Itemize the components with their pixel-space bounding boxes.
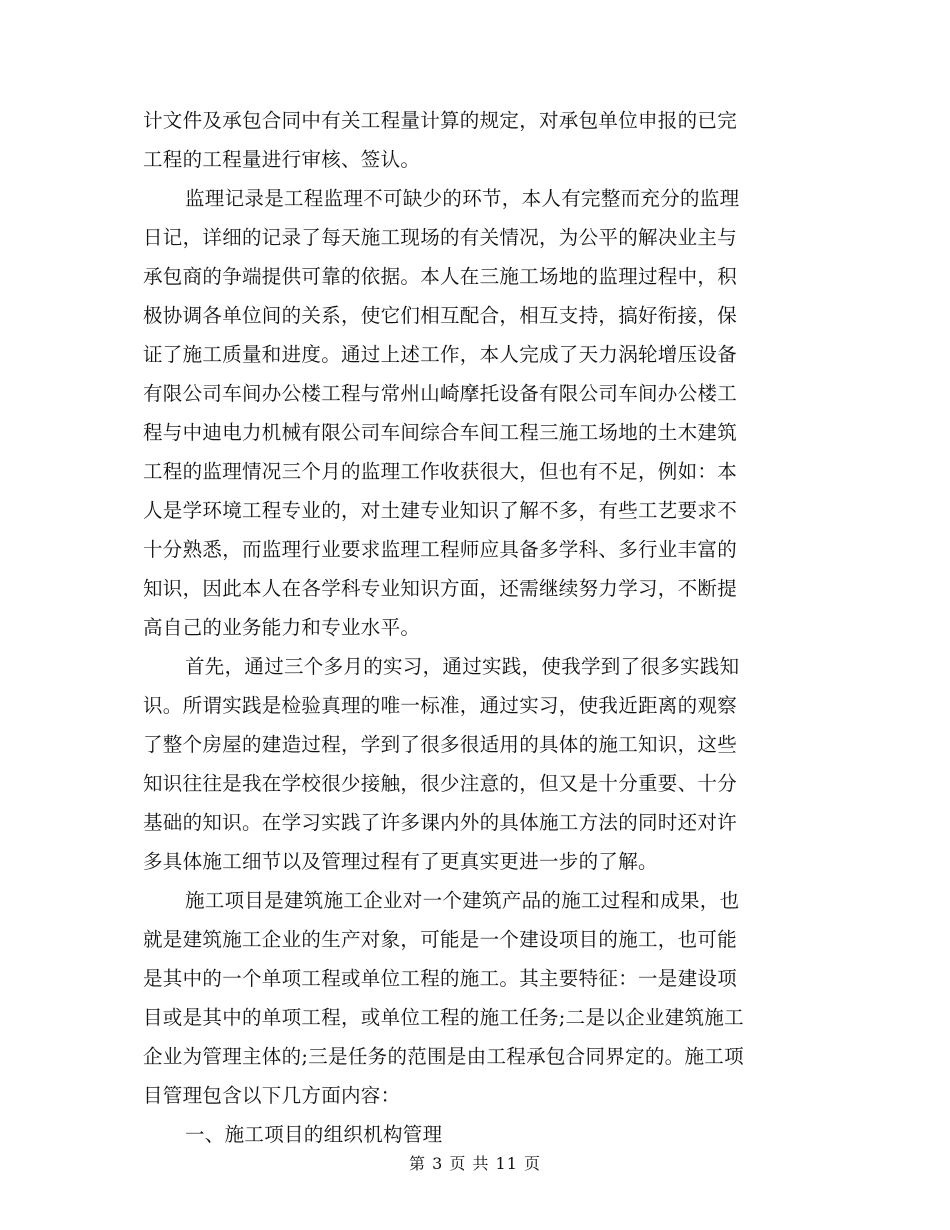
text-line: 证了施工质量和进度。通过上述工作，本人完成了天力涡轮增压设备	[143, 343, 738, 366]
text-line: 基础的知识。在学习实践了许多课内外的具体施工方法的同时还对许	[143, 811, 738, 834]
text-line: 计文件及承包合同中有关工程量计算的规定，对承包单位申报的已完	[143, 109, 738, 132]
text-line: 就是建筑施工企业的生产对象，可能是一个建设项目的施工，也可能	[143, 928, 738, 951]
text-line: 人是学环境工程专业的，对土建专业知识了解不多，有些工艺要求不	[143, 499, 738, 522]
text-line: 识。所谓实践是检验真理的唯一标准，通过实习，使我近距离的观察	[143, 694, 738, 717]
text-line: 一、施工项目的组织机构管理	[185, 1123, 443, 1146]
text-line: 高自己的业务能力和专业水平。	[143, 616, 421, 639]
text-line: 工程的工程量进行审核、签认。	[143, 148, 421, 171]
text-line: 日记，详细的记录了每天施工现场的有关情况，为公平的解决业主与	[143, 226, 738, 249]
text-line: 极协调各单位间的关系，使它们相互配合，相互支持，搞好衔接，保	[143, 304, 738, 327]
text-line: 知识往往是我在学校很少接触，很少注意的，但又是十分重要、十分	[143, 772, 738, 795]
text-line: 企业为管理主体的;三是任务的范围是由工程承包合同界定的。施工项	[143, 1045, 744, 1068]
text-line: 监理记录是工程监理不可缺少的环节，本人有完整而充分的监理	[185, 187, 740, 210]
text-line: 目管理包含以下几方面内容：	[143, 1084, 401, 1107]
text-line: 十分熟悉，而监理行业要求监理工程师应具备多学科、多行业丰富的	[143, 538, 738, 561]
text-line: 知识，因此本人在各学科专业知识方面，还需继续努力学习，不断提	[143, 577, 738, 600]
text-line: 程与中迪电力机械有限公司车间综合车间工程三施工场地的土木建筑	[143, 421, 738, 444]
text-line: 多具体施工细节以及管理过程有了更真实更进一步的了解。	[143, 850, 658, 873]
document-body	[143, 101, 803, 1154]
text-line: 承包商的争端提供可靠的依据。本人在三施工场地的监理过程中，积	[143, 265, 738, 288]
text-line: 首先，通过三个多月的实习，通过实践，使我学到了很多实践知	[185, 655, 740, 678]
text-line: 了整个房屋的建造过程，学到了很多很适用的具体的施工知识，这些	[143, 733, 738, 756]
text-line: 工程的监理情况三个月的监理工作收获很大，但也有不足，例如：本	[143, 460, 738, 483]
text-line: 是其中的一个单项工程或单位工程的施工。其主要特征：一是建设项	[143, 967, 738, 990]
page-footer: 第 3 页 共 11 页	[409, 1154, 541, 1173]
text-line: 目或是其中的单项工程，或单位工程的施工任务;二是以企业建筑施工	[143, 1006, 744, 1029]
text-line: 有限公司车间办公楼工程与常州山崎摩托设备有限公司车间办公楼工	[143, 382, 738, 405]
text-line: 施工项目是建筑施工企业对一个建筑产品的施工过程和成果，也	[185, 889, 740, 912]
